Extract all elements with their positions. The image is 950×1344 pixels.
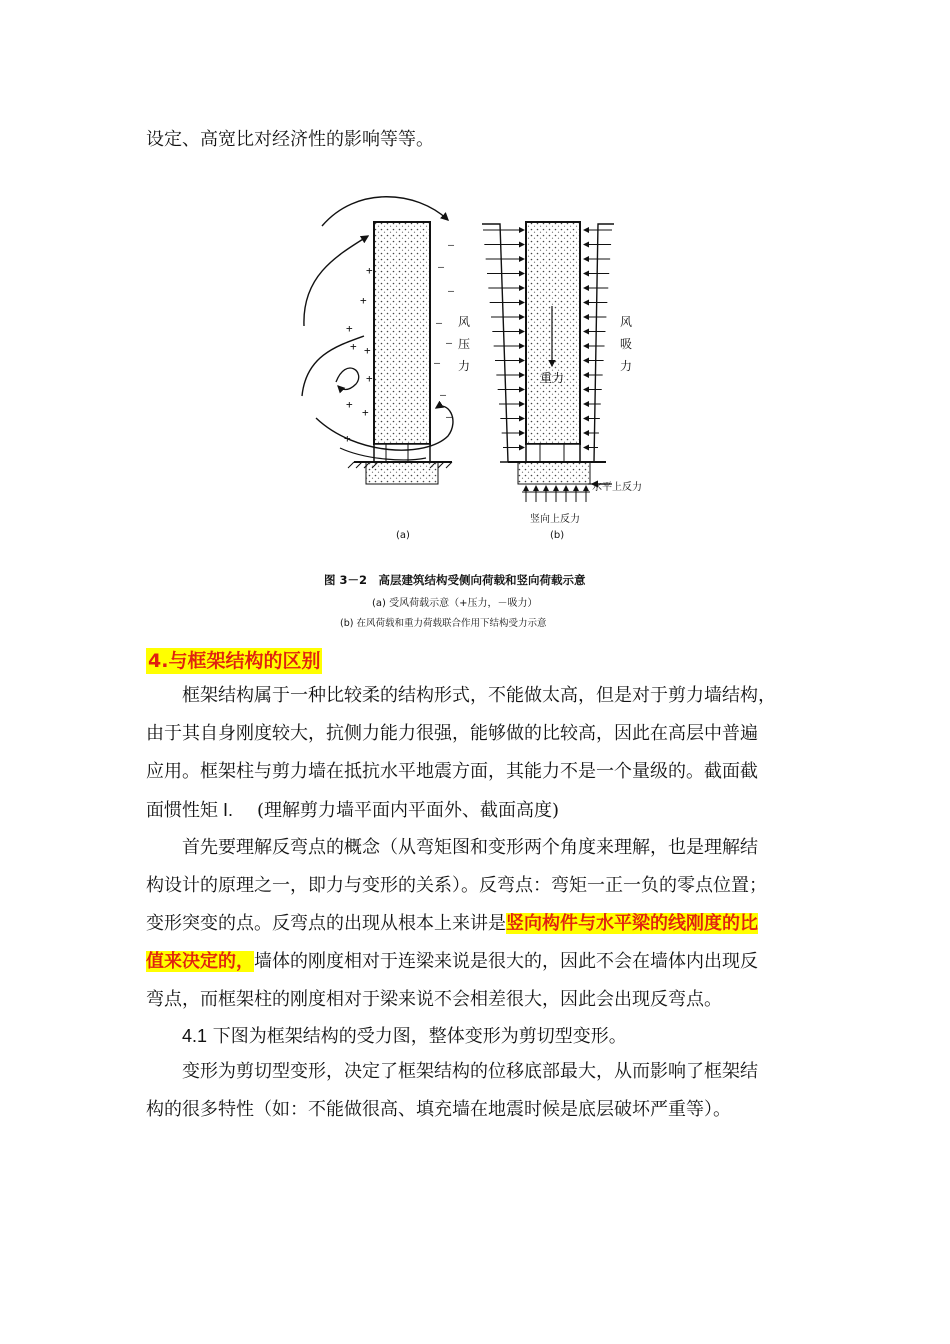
minus-signs (434, 240, 455, 423)
svg-text:风: 风 (458, 315, 471, 329)
foundation-b (526, 444, 580, 462)
svg-text:+: + (350, 340, 357, 353)
building-a (374, 222, 430, 444)
svg-text:压: 压 (458, 337, 471, 351)
svg-text:+: + (366, 264, 373, 277)
p2-line1: 首先要理解反弯点的概念（从弯矩图和变形两个角度来理解，也是理解结 (182, 837, 758, 858)
building-b (526, 222, 580, 444)
p1-line4-inertia: 面惯性矩 I. (146, 800, 234, 820)
svg-text:—: — (446, 338, 453, 349)
horizontal-reaction-label: 水平上反力 (592, 482, 642, 493)
svg-text:力: 力 (620, 359, 633, 373)
gravity-label: 重力 (540, 371, 565, 385)
intro-text: 设定、高宽比对经济性的影响等等。 (146, 129, 434, 150)
p3-text: 下图为框架结构的受力图，整体变形为剪切型变形。 (207, 1026, 627, 1047)
svg-text:—: — (448, 240, 455, 251)
plus-signs (344, 264, 373, 445)
sub-label-b: (b) (550, 530, 565, 541)
svg-text:+: + (344, 432, 351, 445)
pressure-envelope (482, 224, 508, 462)
svg-text:—: — (440, 390, 447, 401)
suction-envelope (594, 224, 614, 462)
section-heading: 4.与框架结构的区别 (148, 650, 321, 672)
p2-line4-text: 墙体的刚度相对于连梁来说是很大的，因此不会在墙体内出现反 (254, 951, 758, 972)
vertical-reaction-label: 竖向上反力 (530, 514, 580, 525)
load-diagram-svg (296, 186, 656, 634)
p2-highlight-1: 竖向构件与水平梁的线刚度的比 (506, 913, 758, 934)
p4-line2: 构的很多特性（如：不能做很高、填充墙在地震时候是底层破坏严重等）。 (146, 1099, 731, 1120)
p2-line4 (146, 950, 758, 974)
p4-line1: 变形为剪切型变形，决定了框架结构的位移底部最大，从而影响了框架结 (182, 1061, 758, 1082)
svg-text:风: 风 (620, 315, 633, 329)
p2-line2: 构设计的原理之一，即力与变形的关系）。反弯点：弯矩一正一负的零点位置； (146, 875, 767, 896)
figure-caption-b: (b) 在风荷载和重力荷载联合作用下结构受力示意 (340, 618, 547, 629)
p1-line1: 框架结构属于一种比较柔的结构形式，不能做太高，但是对于剪力墙结构， (182, 685, 776, 706)
svg-text:+: + (362, 406, 369, 419)
diagram-b (482, 222, 642, 541)
svg-text:—: — (436, 318, 443, 329)
p2-line3-text: 变形突变的点。反弯点的出现从根本上来讲是 (146, 913, 506, 934)
p1-line2: 由于其自身刚度较大，抗侧力能力很强，能够做的比较高，因此在高层中普遍 (146, 723, 758, 744)
wind-suction-label (620, 315, 632, 373)
figure-loads-diagram (296, 186, 656, 634)
p2-highlight-2: 值来决定的， (146, 951, 254, 972)
svg-text:+: + (346, 322, 353, 335)
sub-label-a: (a) (396, 530, 410, 541)
svg-text:+: + (366, 372, 373, 385)
figure-caption-title: 图 3－2 高层建筑结构受侧向荷载和竖向荷载示意 (324, 573, 586, 587)
p1-line3: 应用。框架柱与剪力墙在抵抗水平地震方面，其能力不是一个量级的。截面截 (146, 761, 758, 782)
p2-line5: 弯点，而框架柱的刚度相对于梁来说不会相差很大，因此会出现反弯点。 (146, 989, 722, 1010)
svg-text:—: — (446, 412, 453, 423)
svg-text:+: + (346, 398, 353, 411)
p3-line (182, 1024, 627, 1049)
svg-text:+: + (360, 294, 367, 307)
svg-text:+: + (364, 344, 371, 357)
p1-line4 (146, 798, 559, 823)
wind-pressure-label (458, 315, 470, 373)
svg-text:—: — (448, 286, 455, 297)
vertical-reaction-arrows (522, 486, 590, 502)
svg-text:—: — (438, 262, 445, 273)
p3-number: 4.1 (182, 1026, 208, 1046)
svg-text:—: — (434, 358, 441, 369)
base-a (366, 462, 438, 484)
svg-text:吸: 吸 (620, 337, 633, 351)
figure-caption-a: (a) 受风荷载示意（+压力，－吸力） (372, 598, 538, 609)
p1-line4-note: (理解剪力墙平面内平面外、截面高度) (257, 800, 560, 821)
base-b (518, 462, 590, 484)
p2-line3 (146, 912, 758, 936)
diagram-a (302, 197, 470, 541)
svg-text:力: 力 (458, 359, 471, 373)
